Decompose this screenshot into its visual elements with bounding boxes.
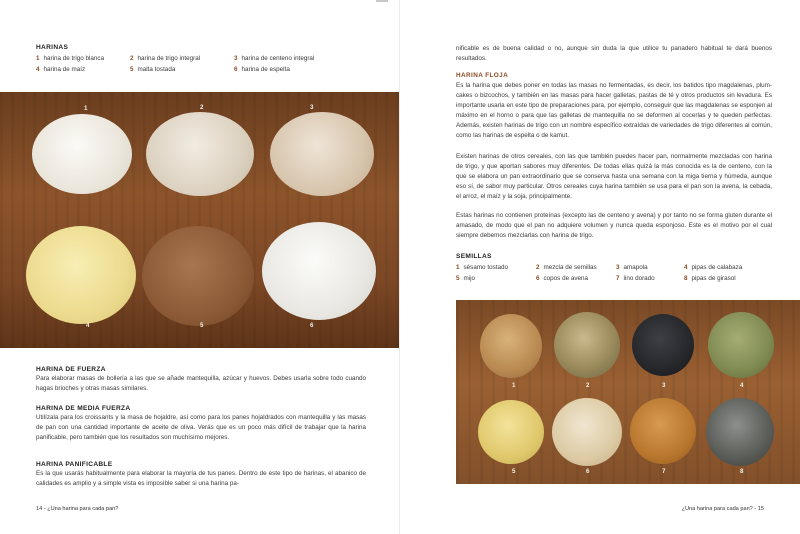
photo-number: 2 [586, 382, 590, 389]
seed-pile-4 [708, 312, 774, 378]
seed-legend [456, 264, 772, 288]
legend-item: 2 harina de trigo integral [130, 55, 201, 62]
floja-heading: HARINA FLOJA [456, 72, 509, 79]
flour-legend [36, 55, 366, 79]
floja-text: Es la harina que debes poner en todas las masas no fermentadas, es decir, los batidos tipo magdalenas, plum-cakes o bizcochos, y también en las masas para hacer galletas, pastas de té y otros productos sin levadura. Es importante usarla en este tipo de preparaciones para, por ejemplo, conseguir que las magdalenas se esponjen al máximo en el horno o para que las galletas de mantequilla no se deformen al cocerlas y te queden perfectas. Además, existen harinas de trigo con un nombre específico extraídas de variedades de trigo diferentes al común, como las harinas de espelta o de kamut. [456, 82, 772, 139]
photo-number: 6 [586, 468, 590, 475]
photo-number: 7 [662, 468, 666, 475]
legend-item: 6 harina de espelta [234, 66, 290, 73]
flour-pile-3 [270, 112, 374, 196]
flour-pile-6 [262, 222, 376, 320]
semillas-heading: SEMILLAS [456, 253, 492, 260]
media-fuerza-text: Utilízala para los croissants y la masa de hojaldre, así como para los panes hojaldrados con mantequilla y las masas de pan con una cantidad importante de aceite de oliva. Verás que es un poco más difícil de trabajar que la harina panificable, pero también que los resultados son muchísimo mejores. [36, 414, 366, 441]
legend-item: 1 sésamo tostado [456, 264, 508, 271]
seeds-photo [456, 300, 800, 484]
flour-pile-5 [142, 226, 254, 326]
panificable-text: Es la que usarás habitualmente para elaborar la mayoría de tus panes. Dentro de este tipo de harinas, el abanico de calidades es amplio y a simple vista es imposible saber si una harina pa- [36, 470, 366, 487]
legend-item: 2 mezcla de semillas [536, 264, 597, 271]
photo-number: 1 [512, 382, 516, 389]
photo-number: 3 [662, 382, 666, 389]
panificable-heading: HARINA PANIFICABLE [36, 461, 113, 468]
seed-pile-3 [632, 314, 694, 376]
continuation-text: nificable es de buena calidad o no, aunque sin duda la que utilice tu panadero habitual te dará buenos resultados. [456, 45, 772, 62]
flour-pile-2 [146, 112, 254, 196]
flour-photo [0, 92, 400, 348]
fuerza-heading: HARINA DE FUERZA [36, 366, 106, 373]
legend-item: 6 copos de avena [536, 275, 588, 282]
flour-pile-1 [32, 114, 132, 194]
media-fuerza-heading: HARINA DE MEDIA FUERZA [36, 405, 131, 412]
harinas-heading: HARINAS [36, 44, 69, 51]
legend-item: 4 harina de maíz [36, 66, 86, 73]
top-mark [376, 0, 388, 2]
page-footer: ¿Una harina para cada pan? - 15 [681, 506, 764, 512]
seed-pile-2 [554, 312, 620, 378]
legend-item: 5 malta tostada [130, 66, 176, 73]
photo-number: 1 [84, 105, 88, 112]
seed-pile-7 [630, 398, 696, 464]
photo-number: 8 [740, 468, 744, 475]
fuerza-text: Para elaborar masas de bollería a las que se añade mantequilla, azúcar y huevos. Debes usarla sobre todo cuando hagas brioches y otras masas similares. [36, 375, 366, 392]
seed-pile-6 [552, 398, 622, 466]
photo-number: 6 [310, 322, 314, 329]
seed-pile-8 [706, 398, 774, 466]
photo-number: 4 [740, 382, 744, 389]
photo-number: 4 [86, 322, 90, 329]
legend-item: 1 harina de trigo blanca [36, 55, 105, 62]
seed-pile-5 [478, 400, 544, 464]
legend-item: 5 mijo [456, 275, 476, 282]
legend-item: 8 pipas de girasol [684, 275, 736, 282]
flour-pile-4 [26, 226, 136, 324]
legend-item: 4 pipas de calabaza [684, 264, 743, 271]
photo-number: 5 [200, 322, 204, 329]
photo-number: 3 [310, 104, 314, 111]
legend-item: 3 amapola [616, 264, 648, 271]
seed-pile-1 [480, 314, 542, 378]
photo-number: 2 [200, 104, 204, 111]
photo-number: 5 [512, 468, 516, 475]
otros-cereales-text: Existen harinas de otros cereales, con las que también puedes hacer pan, normalmente mezcladas con harina de trigo, y que aportan sabores muy diferentes. De todas ellas quizá la más conocida es la de centeno, con la que se elabora un pan extraordinario que se conserva hasta una semana con la miga tierna y húmeda, aunque eso sí, de sabor muy particular. Otros cereales cuya harina también se usa para el pan son la avena, la cebada, el arroz, el maíz y la soja, principalmente. [456, 153, 772, 200]
proteinas-text: Estas harinas no contienen proteínas (excepto las de centeno y avena) y por tanto no se forma gluten durante el amasado, de modo que el pan no adquiere volumen y nunca queda esponjoso. Este es el motivo por el cual siempre debemos mezclarlas con harina de trigo. [456, 212, 772, 239]
page-footer: 14 - ¿Una harina para cada pan? [36, 506, 119, 512]
legend-item: 3 harina de centeno integral [234, 55, 315, 62]
legend-item: 7 lino dorado [616, 275, 655, 282]
right-page [400, 0, 800, 534]
